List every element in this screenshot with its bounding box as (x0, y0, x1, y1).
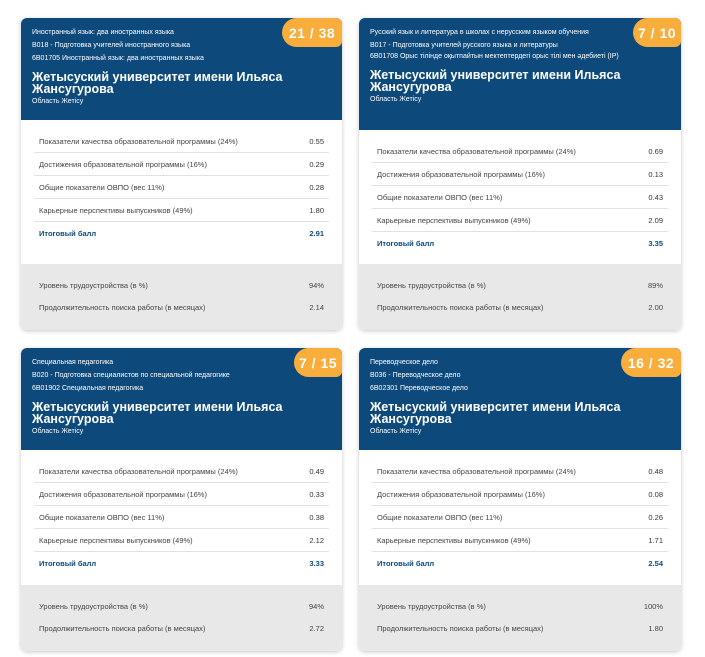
job-search-value: 1.80 (648, 623, 663, 633)
metric-row (372, 460, 668, 483)
metric-value: 0.26 (648, 512, 663, 522)
metric-value: 2.12 (309, 535, 324, 545)
job-search-row (372, 296, 668, 318)
metric-label: Достижения образовательной программы (16%) (39, 489, 207, 499)
metric-row (372, 186, 668, 209)
employment-panel (21, 585, 342, 651)
metric-value: 0.55 (309, 136, 324, 146)
rank-badge: 16 / 32 (621, 348, 681, 377)
total-row (372, 552, 668, 574)
program-card[interactable] (359, 348, 681, 651)
metric-row (34, 153, 329, 176)
university-name[interactable]: Жетысуский университет имени Ильяса Жансугурова (370, 400, 621, 426)
total-value: 3.35 (648, 238, 663, 248)
employment-label: Уровень трудоустройства (в %) (377, 601, 486, 611)
total-label: Итоговый балл (377, 558, 435, 568)
job-search-row (34, 617, 329, 639)
total-row (34, 552, 329, 574)
metric-label: Карьерные перспективы выпускников (49%) (377, 215, 531, 225)
metric-value: 1.80 (309, 205, 324, 215)
metric-label: Общие показатели ОВПО (вес 11%) (377, 512, 503, 522)
metric-label: Показатели качества образовательной программы (24%) (377, 466, 576, 476)
metric-row (34, 199, 329, 222)
university-name[interactable]: Жетысуский университет имени Ильяса Жансугурова (32, 70, 283, 96)
metric-row (372, 163, 668, 186)
field-name: Русский язык и литература в школах с нерусским языком обучения (370, 29, 589, 36)
metric-row (372, 506, 668, 529)
metric-value: 0.69 (648, 146, 663, 156)
total-value: 2.54 (648, 558, 663, 568)
group-name: B020 - Подготовка специалистов по специальной педагогике (32, 372, 230, 379)
metric-label: Карьерные перспективы выпускников (49%) (39, 205, 193, 215)
metric-value: 0.49 (309, 466, 324, 476)
metric-label: Карьерные перспективы выпускников (49%) (39, 535, 193, 545)
metric-label: Показатели качества образовательной программы (24%) (39, 466, 238, 476)
metric-row (34, 130, 329, 153)
metric-label: Общие показатели ОВПО (вес 11%) (377, 192, 503, 202)
metric-value: 0.43 (648, 192, 663, 202)
rank-badge: 7 / 10 (633, 18, 681, 47)
employment-value: 94% (308, 601, 324, 611)
metric-row (372, 209, 668, 232)
program-name: 6B02301 Переводческое дело (370, 385, 468, 392)
metric-value: 0.08 (648, 489, 663, 499)
metric-label: Достижения образовательной программы (16%) (377, 169, 545, 179)
job-search-value: 2.00 (648, 302, 663, 312)
metric-label: Карьерные перспективы выпускников (49%) (377, 535, 531, 545)
employment-label: Уровень трудоустройства (в %) (39, 601, 148, 611)
employment-value: 100% (643, 601, 663, 611)
total-label: Итоговый балл (39, 228, 97, 238)
region-name: Область Жетісу (370, 96, 422, 103)
rank-badge: 7 / 15 (294, 348, 342, 377)
employment-panel (359, 585, 681, 651)
university-name[interactable]: Жетысуский университет имени Ильяса Жансугурова (32, 400, 283, 426)
job-search-row (34, 296, 329, 318)
metric-label: Показатели качества образовательной программы (24%) (377, 146, 576, 156)
program-name: 6B01902 Специальная педагогика (32, 385, 144, 392)
region-name: Область Жетісу (32, 428, 84, 435)
program-name: 6B01708 Орыс тілінде оқытпайтын мектептердегі орыс тілі мен әдебиеті (IP) (370, 53, 619, 60)
employment-value: 94% (308, 280, 324, 290)
employment-row (34, 274, 329, 296)
total-value: 2.91 (309, 228, 324, 238)
metric-value: 0.28 (309, 182, 324, 192)
metric-row (34, 506, 329, 529)
metric-row (34, 460, 329, 483)
program-card[interactable] (359, 18, 681, 330)
total-row (372, 232, 668, 254)
field-name: Переводческое дело (370, 359, 438, 366)
metric-label: Показатели качества образовательной программы (24%) (39, 136, 238, 146)
employment-label: Уровень трудоустройства (в %) (39, 280, 148, 290)
metric-row (372, 140, 668, 163)
employment-row (372, 274, 668, 296)
region-name: Область Жетісу (370, 428, 422, 435)
metrics-list (359, 130, 681, 254)
program-card[interactable] (21, 18, 342, 330)
employment-row (372, 595, 668, 617)
metric-value: 0.13 (648, 169, 663, 179)
metric-label: Общие показатели ОВПО (вес 11%) (39, 182, 165, 192)
field-name: Специальная педагогика (32, 359, 114, 366)
job-search-label: Продолжительность поиска работы (в месяцах) (377, 302, 544, 312)
metric-value: 0.33 (309, 489, 324, 499)
employment-label: Уровень трудоустройства (в %) (377, 280, 486, 290)
region-name: Область Жетісу (32, 98, 84, 105)
total-row (34, 222, 329, 244)
metric-row (372, 483, 668, 506)
metric-row (34, 483, 329, 506)
employment-panel (21, 264, 342, 330)
university-name[interactable]: Жетысуский университет имени Ильяса Жансугурова (370, 68, 621, 94)
metric-row (372, 529, 668, 552)
metric-value: 0.48 (648, 466, 663, 476)
employment-value: 89% (647, 280, 663, 290)
metric-label: Общие показатели ОВПО (вес 11%) (39, 512, 165, 522)
total-value: 3.33 (309, 558, 324, 568)
job-search-label: Продолжительность поиска работы (в месяцах) (377, 623, 544, 633)
employment-panel (359, 264, 681, 330)
metric-row (34, 176, 329, 199)
metric-value: 1.71 (648, 535, 663, 545)
metric-row (34, 529, 329, 552)
total-label: Итоговый балл (377, 238, 435, 248)
rank-badge: 21 / 38 (282, 18, 342, 47)
job-search-label: Продолжительность поиска работы (в месяцах) (39, 302, 206, 312)
metrics-list (359, 450, 681, 574)
metric-value: 0.38 (309, 512, 324, 522)
metric-value: 0.29 (309, 159, 324, 169)
job-search-value: 2.14 (309, 302, 324, 312)
group-name: B018 - Подготовка учителей иностранного языка (32, 42, 191, 49)
job-search-value: 2.72 (309, 623, 324, 633)
group-name: B017 - Подготовка учителей русского языка и литературы (370, 42, 558, 49)
metrics-list (21, 450, 342, 574)
group-name: B036 - Переводческое дело (370, 372, 461, 379)
metrics-list (21, 120, 342, 244)
metric-label: Достижения образовательной программы (16%) (377, 489, 545, 499)
program-card[interactable] (21, 348, 342, 651)
employment-row (34, 595, 329, 617)
field-name: Иностранный язык: два иностранных языка (32, 29, 174, 36)
metric-value: 2.09 (648, 215, 663, 225)
total-label: Итоговый балл (39, 558, 97, 568)
program-name: 6B01705 Иностранный язык: два иностранных языка (32, 55, 204, 62)
job-search-row (372, 617, 668, 639)
metric-label: Достижения образовательной программы (16%) (39, 159, 207, 169)
job-search-label: Продолжительность поиска работы (в месяцах) (39, 623, 206, 633)
